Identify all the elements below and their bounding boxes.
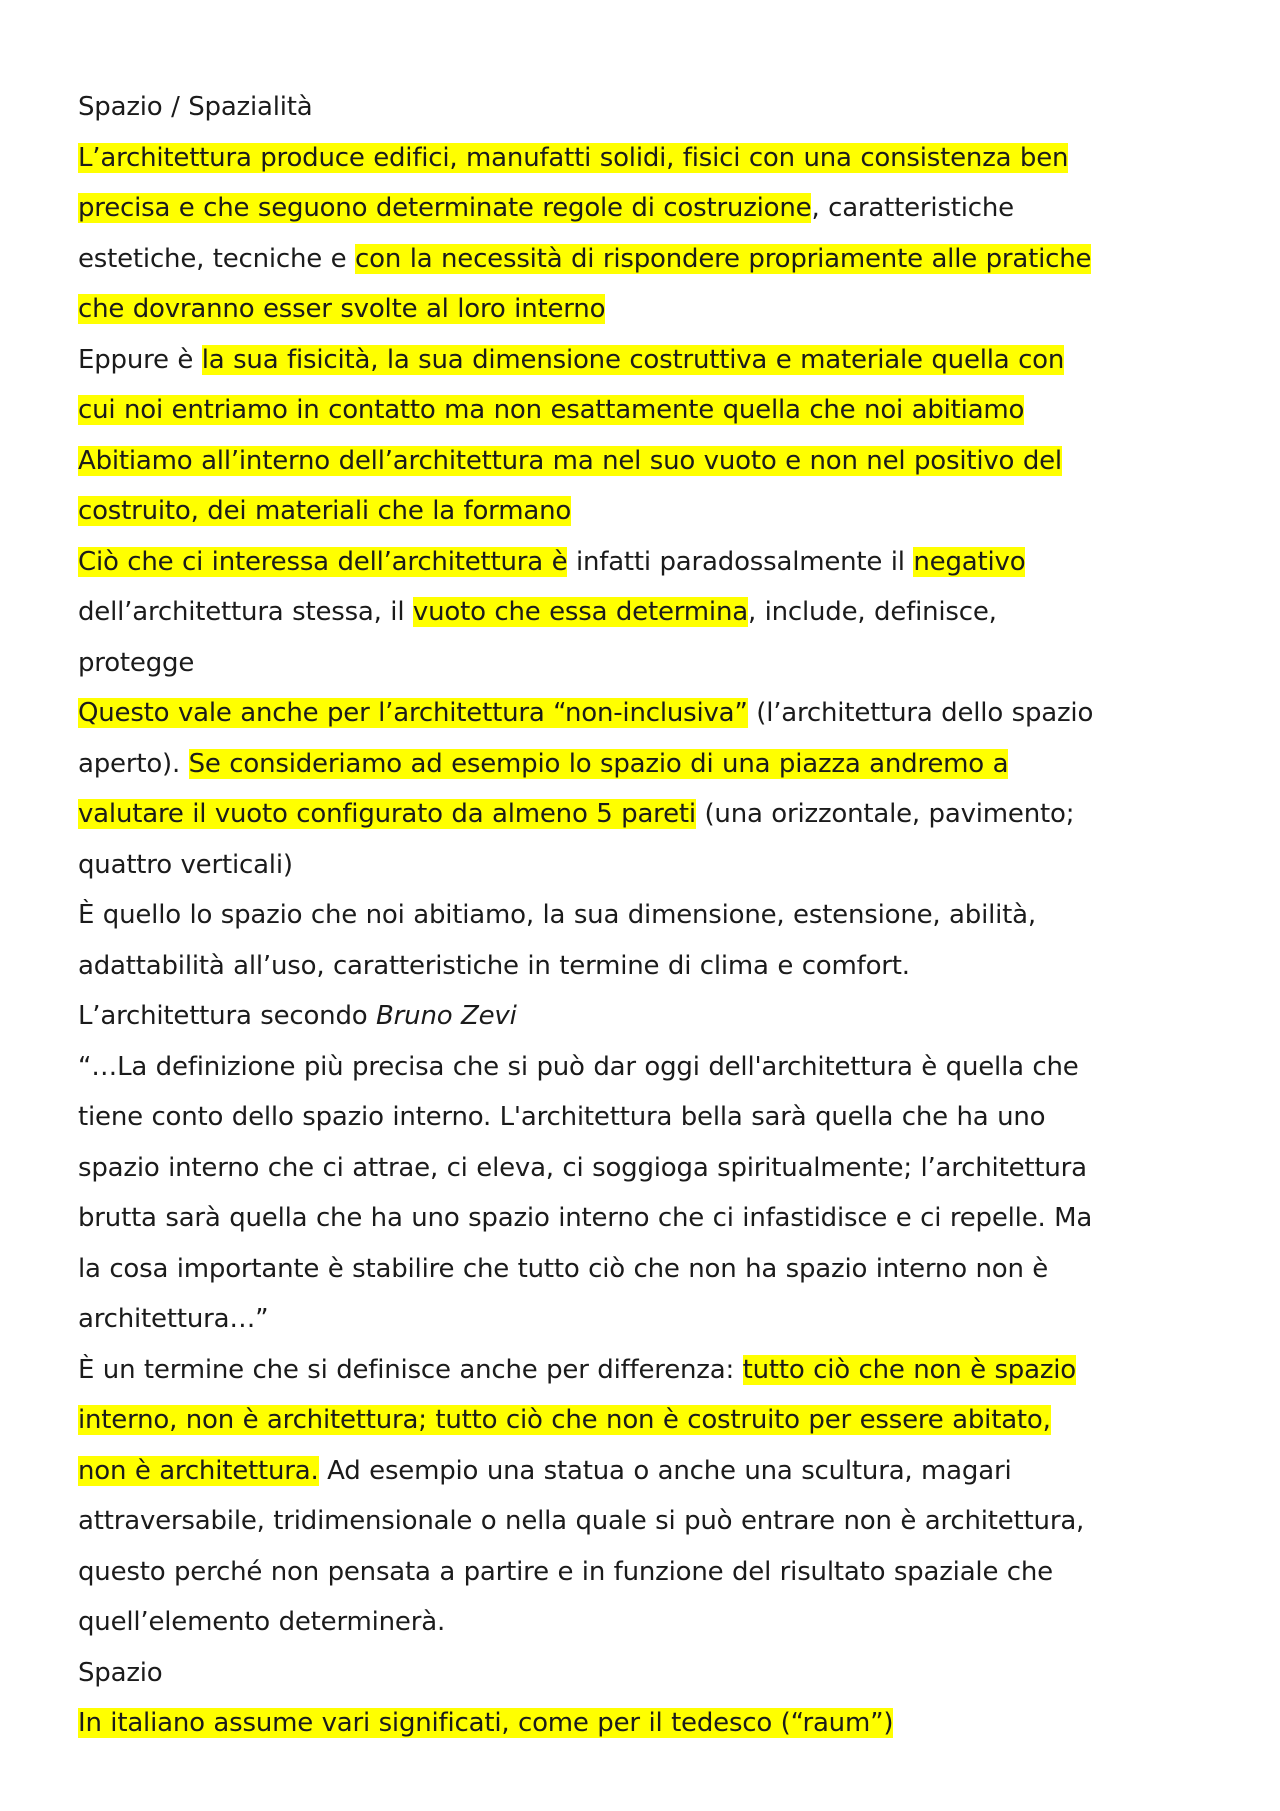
highlighted-text: che dovranno esser svolte al loro interno xyxy=(78,294,606,324)
text-line xyxy=(78,941,1208,992)
text-line xyxy=(78,991,1208,1042)
text-segment: (una orizzontale, pavimento; xyxy=(695,799,1075,829)
highlighted-text: la sua fisicità, la sua dimensione costruttiva e materiale quella con xyxy=(201,344,1065,375)
text-segment: tiene conto dello spazio interno. L'architettura bella sarà quella che ha uno xyxy=(78,1102,1046,1132)
text-line xyxy=(78,1143,1208,1194)
text-line xyxy=(78,385,1208,436)
text-line xyxy=(78,82,1208,133)
text-line xyxy=(78,335,1208,386)
text-line xyxy=(78,1345,1208,1396)
text-line xyxy=(78,234,1208,285)
text-line xyxy=(78,890,1208,941)
text-line xyxy=(78,1648,1208,1699)
text-segment: estetiche, tecniche e xyxy=(78,243,356,274)
highlighted-text: tutto ciò che non è spazio xyxy=(742,1354,1077,1385)
text-line xyxy=(78,486,1208,537)
text-line xyxy=(78,1395,1208,1446)
text-line xyxy=(78,1294,1208,1345)
highlighted-text: Ciò che ci interessa dell’architettura è xyxy=(78,546,568,577)
text-segment: attraversabile, tridimensionale o nella quale si può entrare non è architettura, xyxy=(78,1506,1085,1536)
highlighted-text: Se consideriamo ad esempio lo spazio di una piazza andremo a xyxy=(188,748,1009,779)
text-line xyxy=(78,1547,1208,1598)
text-segment: questo perché non pensata a partire e in funzione del risultato spaziale che xyxy=(78,1556,1053,1587)
text-segment: L’architettura secondo xyxy=(78,1001,377,1031)
text-line xyxy=(78,436,1208,487)
text-segment: Eppure è xyxy=(78,344,202,375)
text-segment: quell’elemento determinerà. xyxy=(78,1607,446,1637)
text-segment: quattro verticali) xyxy=(78,849,293,880)
text-segment: la cosa importante è stabilire che tutto ciò che non ha spazio interno non è xyxy=(78,1253,1049,1284)
text-segment: Spazio xyxy=(78,1657,163,1688)
document-body xyxy=(78,82,1208,1749)
text-segment: aperto). xyxy=(78,748,189,779)
text-segment: , caratteristiche xyxy=(811,193,1014,223)
text-line xyxy=(78,789,1208,840)
highlighted-text: negativo xyxy=(913,546,1026,577)
text-line xyxy=(78,739,1208,790)
text-line xyxy=(78,1244,1208,1295)
highlighted-text: Questo vale anche per l’architettura “non-inclusiva” xyxy=(78,698,748,728)
text-line xyxy=(78,183,1208,234)
text-segment: protegge xyxy=(78,647,195,678)
text-segment: È quello lo spazio che noi abitiamo, la sua dimensione, estensione, abilità, xyxy=(78,900,1036,930)
text-line xyxy=(78,284,1208,335)
text-segment: “…La definizione più precisa che si può dar oggi dell'architettura è quella che xyxy=(78,1051,1079,1082)
text-line xyxy=(78,1446,1208,1497)
text-line xyxy=(78,1698,1208,1749)
text-line xyxy=(78,1193,1208,1244)
text-segment: brutta sarà quella che ha uno spazio interno che ci infastidisce e ci repelle. Ma xyxy=(78,1203,1093,1233)
text-line xyxy=(78,1042,1208,1093)
text-line xyxy=(78,1597,1208,1648)
text-segment: adattabilità all’uso, caratteristiche in termine di clima e comfort. xyxy=(78,950,910,981)
text-segment: architettura…” xyxy=(78,1304,269,1334)
text-segment: Ad esempio una statua o anche una scultura, magari xyxy=(318,1455,1012,1486)
text-segment: Spazio / Spazialità xyxy=(78,92,313,122)
highlighted-text: Abitiamo all’interno dell’architettura ma nel suo vuoto e non nel positivo del xyxy=(78,445,1062,476)
text-line xyxy=(78,688,1208,739)
text-segment: , include, definisce, xyxy=(747,597,997,627)
highlighted-text: costruito, dei materiali che la formano xyxy=(78,496,572,526)
text-line xyxy=(78,1496,1208,1547)
text-segment: dell’architettura stessa, il xyxy=(78,597,413,627)
highlighted-text: vuoto che essa determina xyxy=(412,597,748,627)
text-segment: Bruno Zevi xyxy=(376,1001,517,1031)
text-line xyxy=(78,1092,1208,1143)
highlighted-text: In italiano assume vari significati, come per il tedesco (“raum”) xyxy=(78,1708,894,1738)
text-segment: spazio interno che ci attrae, ci eleva, ci soggioga spiritualmente; l’architettura xyxy=(78,1152,1087,1183)
highlighted-text: interno, non è architettura; tutto ciò che non è costruito per essere abitato, xyxy=(78,1405,1051,1435)
text-line xyxy=(78,133,1208,184)
highlighted-text: precisa e che seguono determinate regole di costruzione xyxy=(78,193,812,223)
text-line xyxy=(78,587,1208,638)
highlighted-text: con la necessità di rispondere propriamente alle pratiche xyxy=(355,243,1092,274)
highlighted-text: L’architettura produce edifici, manufatti solidi, fisici con una consistenza ben xyxy=(78,142,1069,173)
text-line xyxy=(78,840,1208,891)
text-segment: (l’architettura dello spazio xyxy=(747,698,1094,728)
text-segment: infatti paradossalmente il xyxy=(567,546,914,577)
highlighted-text: valutare il vuoto configurato da almeno 5 pareti xyxy=(78,799,696,829)
text-line xyxy=(78,638,1208,689)
highlighted-text: non è architettura. xyxy=(78,1455,319,1486)
text-line xyxy=(78,537,1208,588)
text-segment: È un termine che si definisce anche per differenza: xyxy=(78,1354,743,1385)
highlighted-text: cui noi entriamo in contatto ma non esattamente quella che noi abitiamo xyxy=(78,395,1025,425)
